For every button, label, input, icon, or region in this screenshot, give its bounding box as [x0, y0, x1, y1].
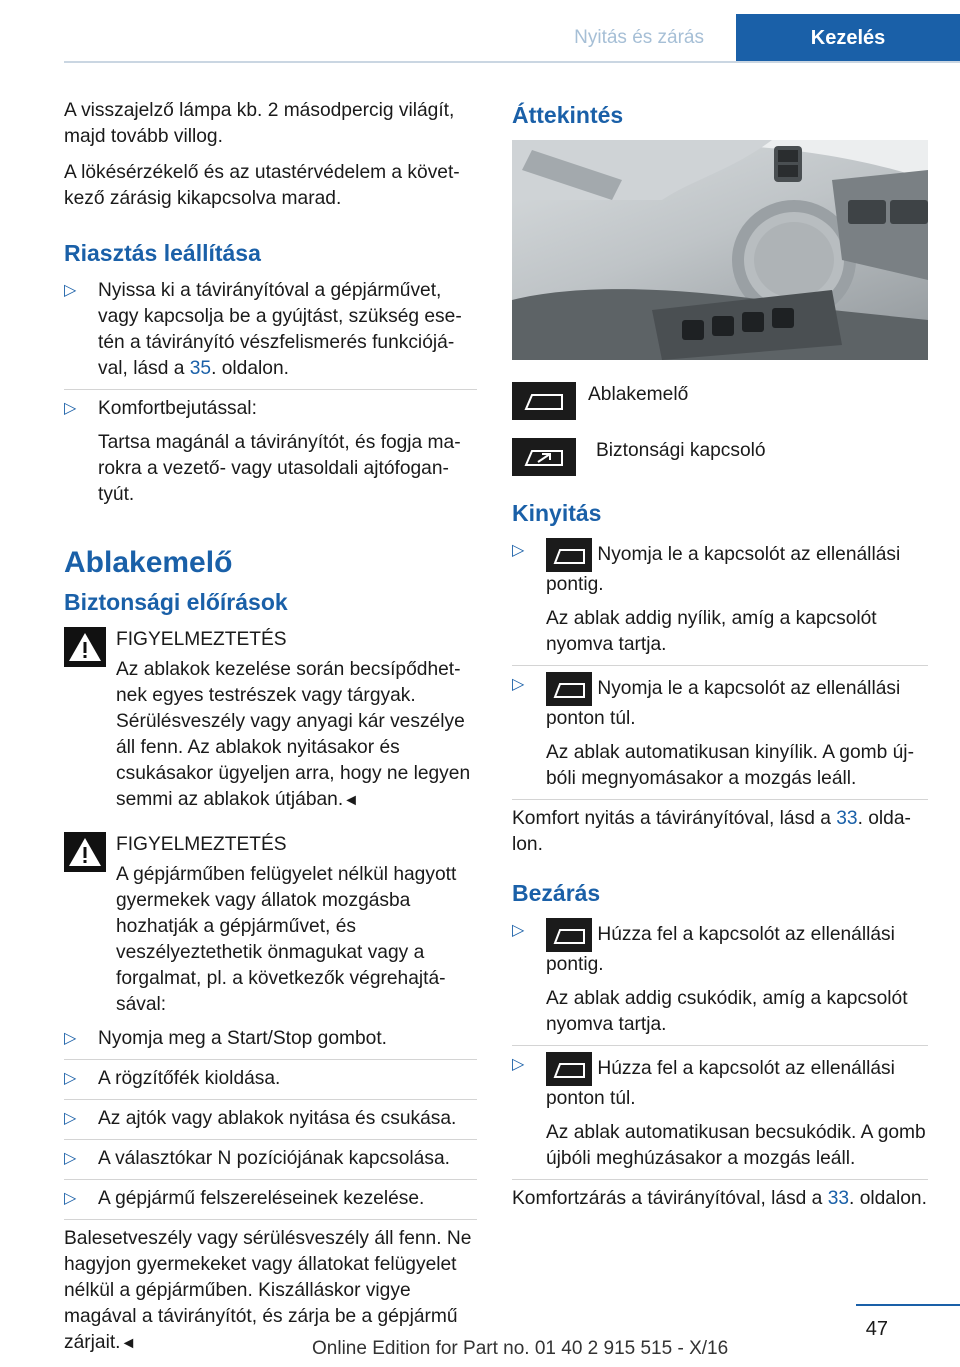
list-item [64, 1026, 477, 1060]
page-link-33[interactable]: 33 [836, 808, 858, 829]
warning-icon [64, 627, 106, 667]
list-item [512, 918, 928, 1046]
triangle-bullet-icon: ▷ [64, 1110, 77, 1127]
list-item-text: A rögzítőfék kioldása. [98, 1068, 281, 1089]
list-item-text: Komfortbejutással: [98, 398, 257, 419]
warning-label: FIGYELMEZTETÉS [116, 834, 287, 855]
triangle-bullet-icon: ▷ [512, 922, 525, 939]
list-item-text: Húzza fel a kapcsolót az ellenállási pontig. [546, 924, 895, 975]
window-switch-icon [546, 918, 592, 952]
triangle-bullet-icon: ▷ [64, 1190, 77, 1207]
left-column [64, 98, 477, 1367]
warning-block-2 [64, 832, 477, 1018]
door-panel-illustration [512, 140, 928, 360]
legend-label: Ablakemelő [588, 384, 689, 405]
heading-close: Bezárás [512, 880, 601, 906]
window-switch-icon [546, 1052, 592, 1086]
heading-open: Kinyitás [512, 500, 602, 526]
list-item [512, 1052, 928, 1180]
header-section-tab[interactable]: Nyitás és zárás [574, 27, 704, 48]
page-number: 47 [865, 1318, 888, 1340]
heading-overview: Áttekintés [512, 102, 624, 128]
warning-text [64, 657, 477, 814]
list-item-subtext: Az ablak automatikusan becsukódik. A gomb újbóli meghúzásakor a mozgás leáll. [546, 1122, 926, 1169]
list-item-text: Nyomja le a kapcsolót az ellenállási ponton túl. [546, 678, 901, 729]
warning-body: Az ablakok kezelése során becsípődhetnek egyes testrészek vagy tárgyak. Sérülésveszély vagy anyagi kár veszélye áll fenn. Az ablakok nyitásakor és csukásakor ügyeljen arra, hogy ne legyen semmi az ablakok útjában. [116, 659, 471, 810]
list-item [64, 1106, 477, 1140]
door-panel-photo [512, 140, 928, 360]
list-item-subtext: Az ablak addig csukódik, amíg a kapcsolót nyomva tartja. [546, 988, 908, 1035]
list-item [64, 1186, 477, 1220]
page-number-rule [856, 1304, 960, 1306]
paragraph [512, 1186, 928, 1212]
warning-block-1 [64, 627, 477, 814]
triangle-bullet-icon: ▷ [512, 542, 525, 559]
list-item [64, 1066, 477, 1100]
paragraph [512, 806, 928, 858]
page-link-33[interactable]: 33 [827, 1188, 850, 1209]
heading-window-lifter: Ablakemelő [64, 546, 233, 579]
paragraph: A lökésérzékelő és az utastérvédelem a következő zárásig kikapcsolva marad. [64, 162, 460, 209]
alarm-list [64, 278, 477, 515]
list-item [512, 672, 928, 800]
list-item-text: Nyomja meg a Start/Stop gombot. [98, 1028, 388, 1049]
list-item-text: Nyomja le a kapcsolót az ellenállási pontig. [546, 544, 901, 595]
triangle-bullet-icon: ▷ [64, 282, 77, 299]
window-switch-icon [512, 382, 576, 420]
list-item-text: . oldalon. [211, 358, 289, 379]
safety-switch-icon [512, 438, 576, 476]
legend-window-lifter [512, 382, 928, 420]
window-switch-icon [546, 672, 592, 706]
triangle-bullet-icon: ▷ [64, 1030, 77, 1047]
open-list [512, 538, 928, 800]
list-item [64, 396, 477, 515]
header-current-tab[interactable]: Kezelés [736, 14, 960, 62]
triangle-bullet-icon: ▷ [64, 1150, 77, 1167]
header-rule [64, 61, 960, 63]
warning-icon [64, 832, 106, 872]
paragraph: Balesetveszély vagy sérülésveszély áll fenn. Ne hagyjon gyermekeket vagy állatokat felügyelet nélkül a gépjárműben. Kiszálláskor vigye magával a távirányítót, és zárja be a gépjármű zárjait. [64, 1228, 472, 1353]
list-item-text: Az ajtók vagy ablakok nyitása és csukása. [98, 1108, 457, 1129]
triangle-bullet-icon: ▷ [64, 1070, 77, 1087]
list-item-text: Nyissa ki a távirányítóval a gépjárművet, vagy kapcsolja be a gyújtást, szükség esetén a távirányító vészfelismerés funkciójával, lásd a [98, 280, 462, 379]
list-item-subtext: Az ablak addig nyílik, amíg a kapcsolót nyomva tartja. [546, 608, 877, 655]
list-item-text: A gépjármű felszereléseinek kezelése. [98, 1188, 425, 1209]
list-item-text: Húzza fel a kapcsolót az ellenállási ponton túl. [546, 1058, 895, 1109]
warning-actions-list [64, 1026, 477, 1220]
list-item [512, 538, 928, 666]
heading-safety: Biztonsági előírások [64, 589, 288, 615]
warning-label: FIGYELMEZTETÉS [116, 629, 287, 650]
triangle-bullet-icon: ▷ [64, 400, 77, 417]
end-mark: ◄ [120, 1335, 137, 1352]
paragraph-text: . oldalon. [512, 808, 911, 855]
right-column [512, 98, 928, 1222]
page-link-35[interactable]: 35 [189, 358, 212, 379]
warning-body: A gépjárműben felügyelet nélkül hagyott gyermekek vagy állatok mozgásba hozhatják a gépjárművet, és veszélyeztethetik önmagukat vagy a forgalmat, pl. a következők végrehajtásával: [116, 864, 457, 1015]
end-mark: ◄ [343, 792, 360, 809]
list-item [64, 1146, 477, 1180]
triangle-bullet-icon: ▷ [512, 1056, 525, 1073]
paragraph-text: . oldalon. [849, 1188, 927, 1209]
legend-safety-switch [512, 438, 928, 476]
paragraph: A visszajelző lámpa kb. 2 másodpercig világít, majd tovább villog. [64, 100, 455, 147]
list-item [64, 278, 477, 390]
paragraph-text: Komfortzárás a távirányítóval, lásd a [512, 1188, 823, 1209]
list-item-subtext: Az ablak automatikusan kinyílik. A gomb újbóli megnyomásakor a mozgás leáll. [546, 742, 914, 789]
edition-footer: Online Edition for Part no. 01 40 2 915 515 - X/16 [312, 1338, 729, 1359]
window-switch-icon [546, 538, 592, 572]
close-list [512, 918, 928, 1180]
list-item-subtext: Tartsa magánál a távirányítót, és fogja marokra a vezető- vagy utasoldali ajtófogantyút. [98, 432, 461, 505]
list-item-text: A választókar N pozíciójának kapcsolása. [98, 1148, 450, 1169]
legend-label: Biztonsági kapcsoló [596, 440, 766, 461]
paragraph-text: Komfort nyitás a távirányítóval, lásd a [512, 808, 831, 829]
triangle-bullet-icon: ▷ [512, 676, 525, 693]
heading-alarm-stop: Riasztás leállítása [64, 240, 261, 266]
